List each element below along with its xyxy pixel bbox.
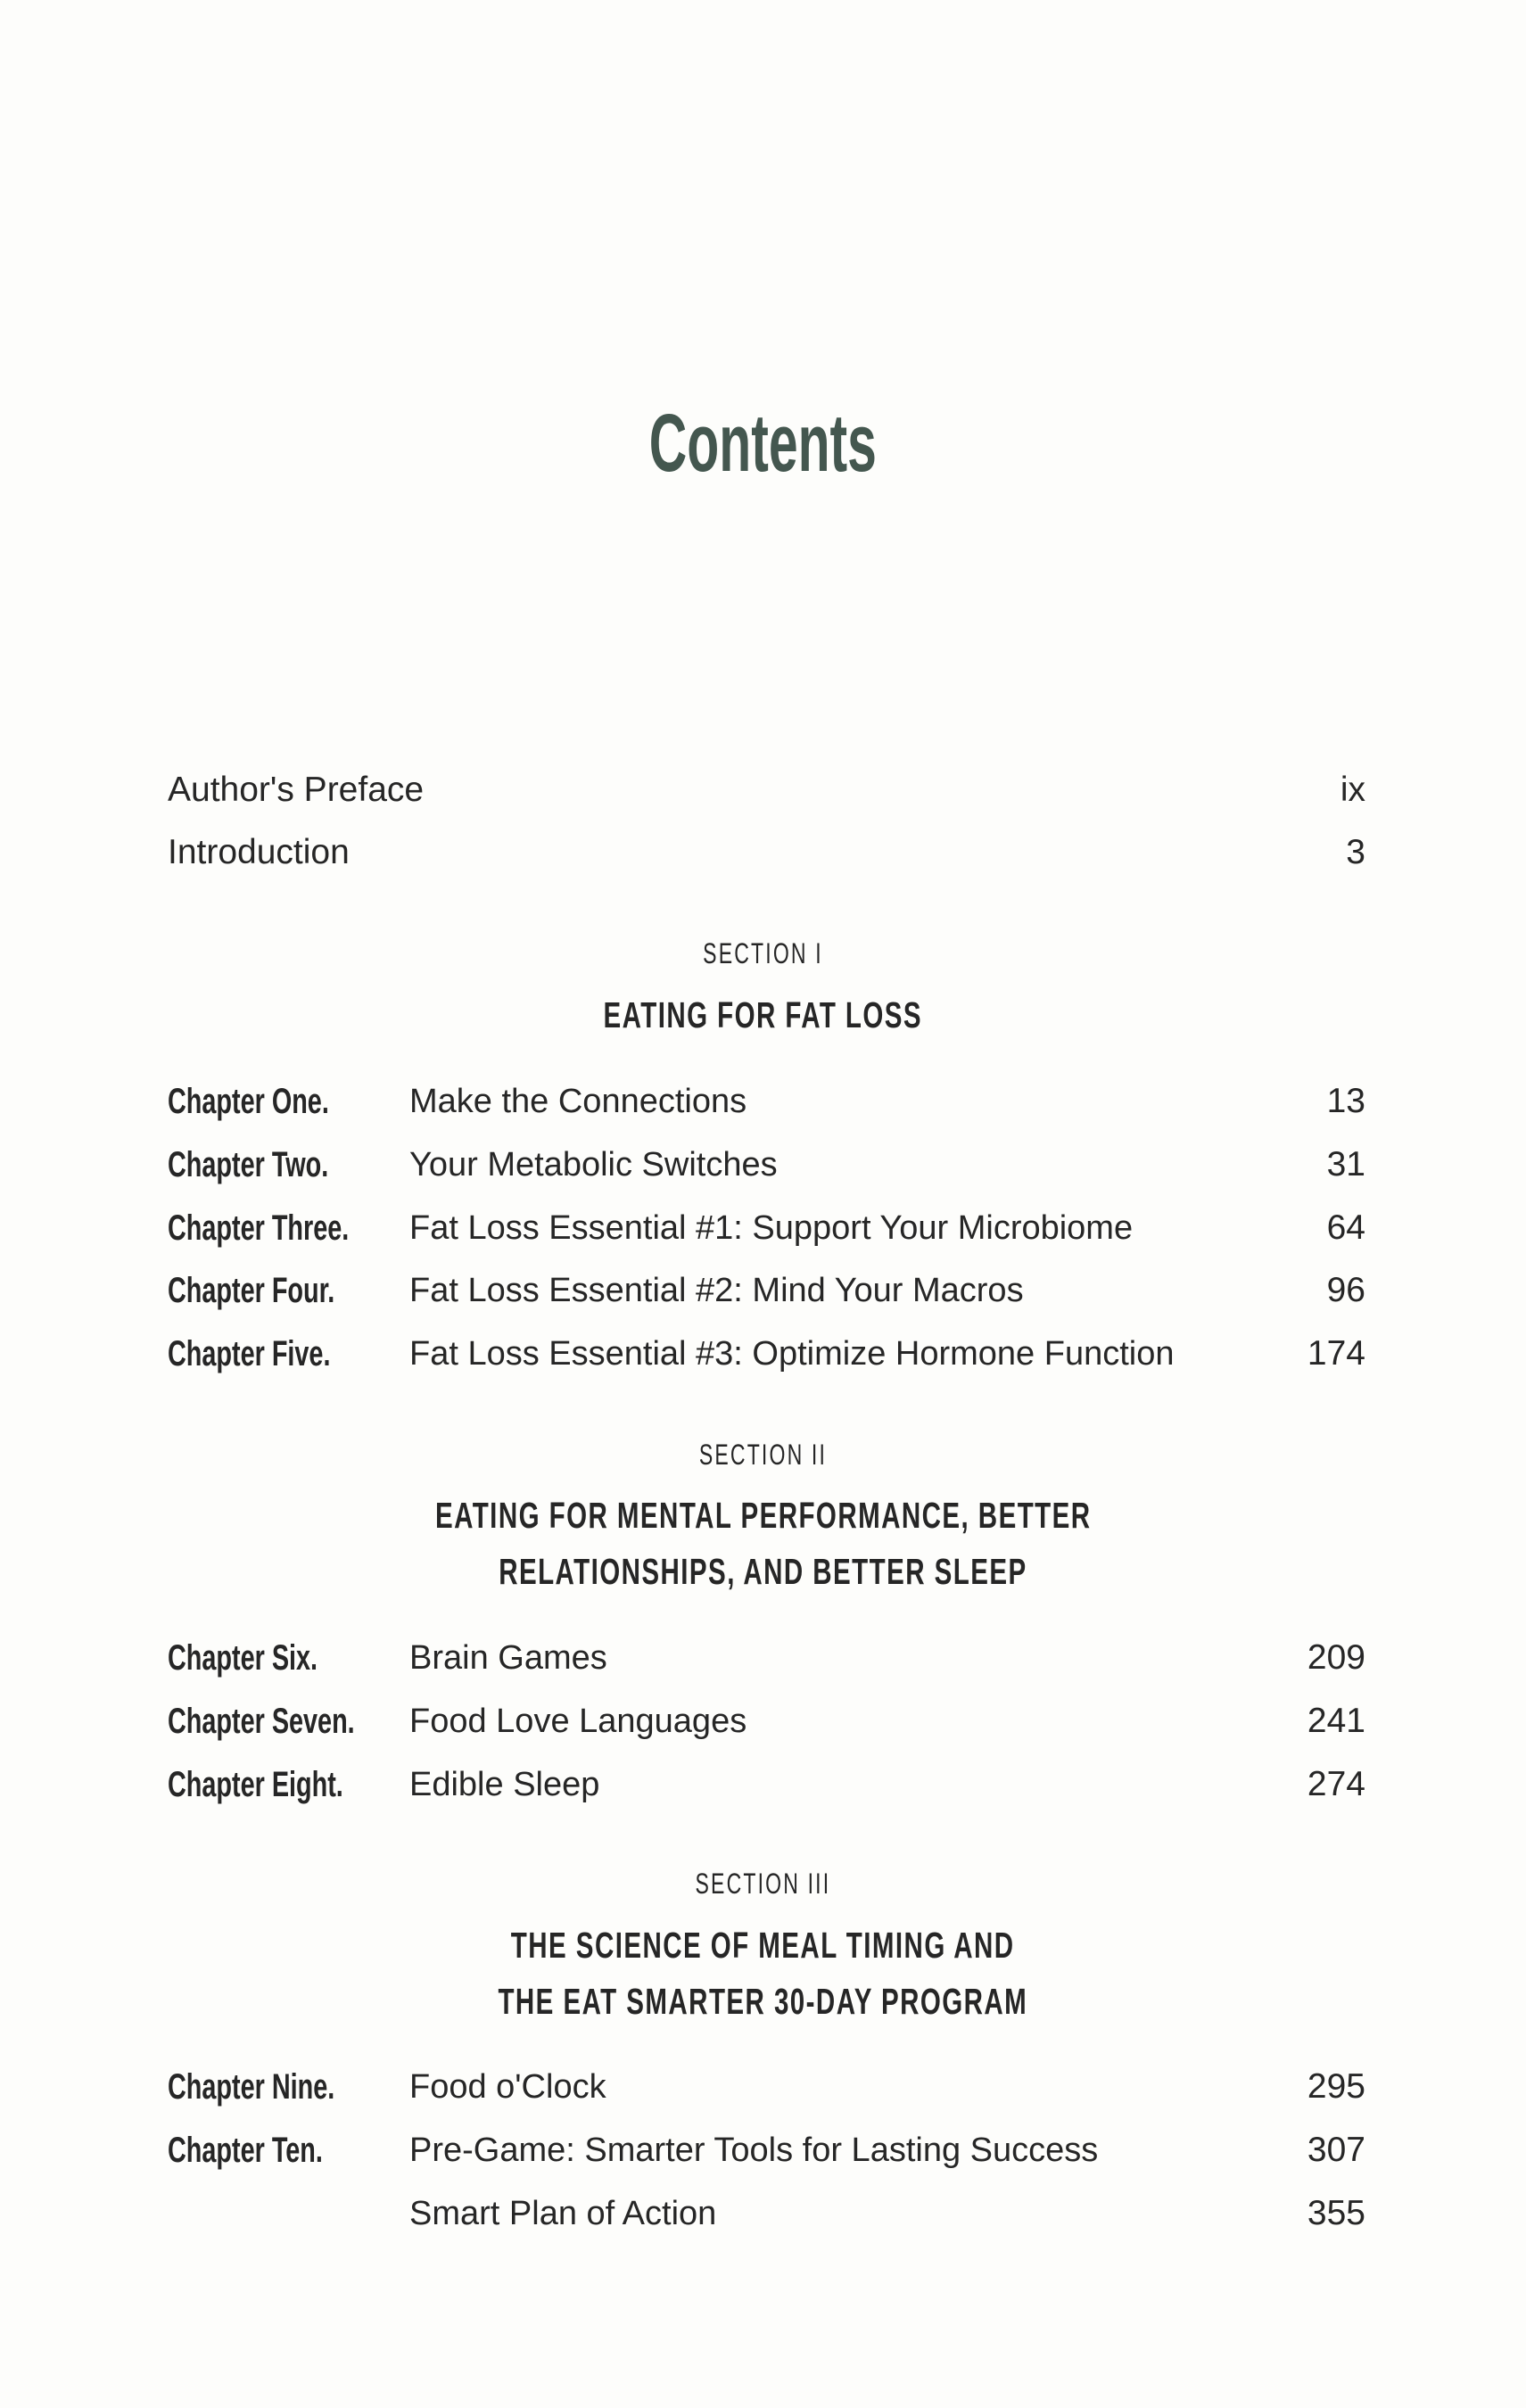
chapter-title-link[interactable]: Smart Plan of Action	[409, 2195, 717, 2232]
chapter-title-link[interactable]: Pre-Game: Smarter Tools for Lasting Success	[409, 2132, 1099, 2169]
chapter-label	[168, 1201, 419, 1255]
chapter-label-text: Chapter Five.	[168, 1334, 331, 1373]
chapter-title-link[interactable]: Fat Loss Essential #3: Optimize Hormone Function	[409, 1335, 1175, 1373]
chapter-label-text: Chapter Six.	[168, 1638, 318, 1678]
section-title-line: EATING FOR MENTAL PERFORMANCE, BETTER	[434, 1495, 1092, 1536]
chapter-page-number: 307	[1307, 2131, 1365, 2169]
chapter-title-link[interactable]: Your Metabolic Switches	[409, 1146, 778, 1183]
chapter-label	[168, 1758, 411, 1811]
section-title-line: THE SCIENCE OF MEAL TIMING AND	[511, 1925, 1015, 1966]
chapter-page-number: 355	[1307, 2194, 1365, 2232]
section-title-line: THE EAT SMARTER 30-DAY PROGRAM	[498, 1981, 1028, 2022]
chapter-page-number: 96	[1326, 1271, 1365, 1309]
toc-page-preface: ix	[1340, 771, 1365, 809]
chapter-label	[168, 1075, 392, 1128]
chapter-label	[168, 1264, 400, 1317]
section-label: SECTION I	[703, 937, 823, 969]
chapter-title-link[interactable]: Food o'Clock	[409, 2068, 606, 2106]
chapter-title-link[interactable]: Fat Loss Essential #2: Mind Your Macros	[409, 1272, 1024, 1309]
chapter-title-link[interactable]: Make the Connections	[409, 1083, 747, 1120]
chapter-label	[168, 2123, 384, 2177]
chapter-label	[168, 1327, 393, 1381]
section-label: SECTION III	[695, 1868, 831, 1900]
toc-page-introduction: 3	[1346, 833, 1365, 871]
chapter-page-number: 64	[1326, 1208, 1365, 1247]
chapter-label-text: Chapter Eight.	[168, 1765, 343, 1804]
chapter-page-number: 295	[1307, 2067, 1365, 2106]
chapter-label	[168, 1138, 391, 1192]
chapter-page-number: 241	[1307, 1702, 1365, 1740]
section-title-line: RELATIONSHIPS, AND BETTER SLEEP	[499, 1551, 1027, 1592]
chapter-page-number: 13	[1326, 1082, 1365, 1120]
chapter-page-number: 174	[1307, 1334, 1365, 1373]
chapter-page-number: 274	[1307, 1765, 1365, 1803]
chapter-label-text: Chapter One.	[168, 1082, 329, 1121]
chapter-page-number: 209	[1307, 1638, 1365, 1677]
page-title: Contents	[648, 398, 878, 489]
chapter-label-text: Chapter Nine.	[168, 2067, 335, 2107]
chapter-label	[168, 1631, 375, 1685]
chapter-title-link[interactable]: Food Love Languages	[409, 1703, 747, 1740]
chapter-label-text: Chapter Seven.	[168, 1702, 355, 1741]
chapter-label-text: Chapter Four.	[168, 1271, 335, 1310]
chapter-title-link[interactable]: Brain Games	[409, 1639, 607, 1677]
chapter-label-text: Chapter Two.	[168, 1145, 329, 1184]
chapter-label-text: Chapter Three.	[168, 1208, 350, 1248]
section-title: EATING FOR FAT LOSS	[603, 994, 923, 1035]
toc-entry-introduction[interactable]: Introduction	[168, 833, 350, 871]
chapter-label	[168, 1695, 427, 1748]
chapter-label-text: Chapter Ten.	[168, 2131, 323, 2170]
chapter-label	[168, 2060, 400, 2114]
chapter-title-link[interactable]: Fat Loss Essential #1: Support Your Microbiome	[409, 1209, 1134, 1247]
toc-entry-preface[interactable]: Author's Preface	[168, 771, 425, 809]
chapter-page-number: 31	[1326, 1145, 1365, 1183]
section-label: SECTION II	[698, 1439, 828, 1471]
chapter-title-link[interactable]: Edible Sleep	[409, 1766, 600, 1803]
